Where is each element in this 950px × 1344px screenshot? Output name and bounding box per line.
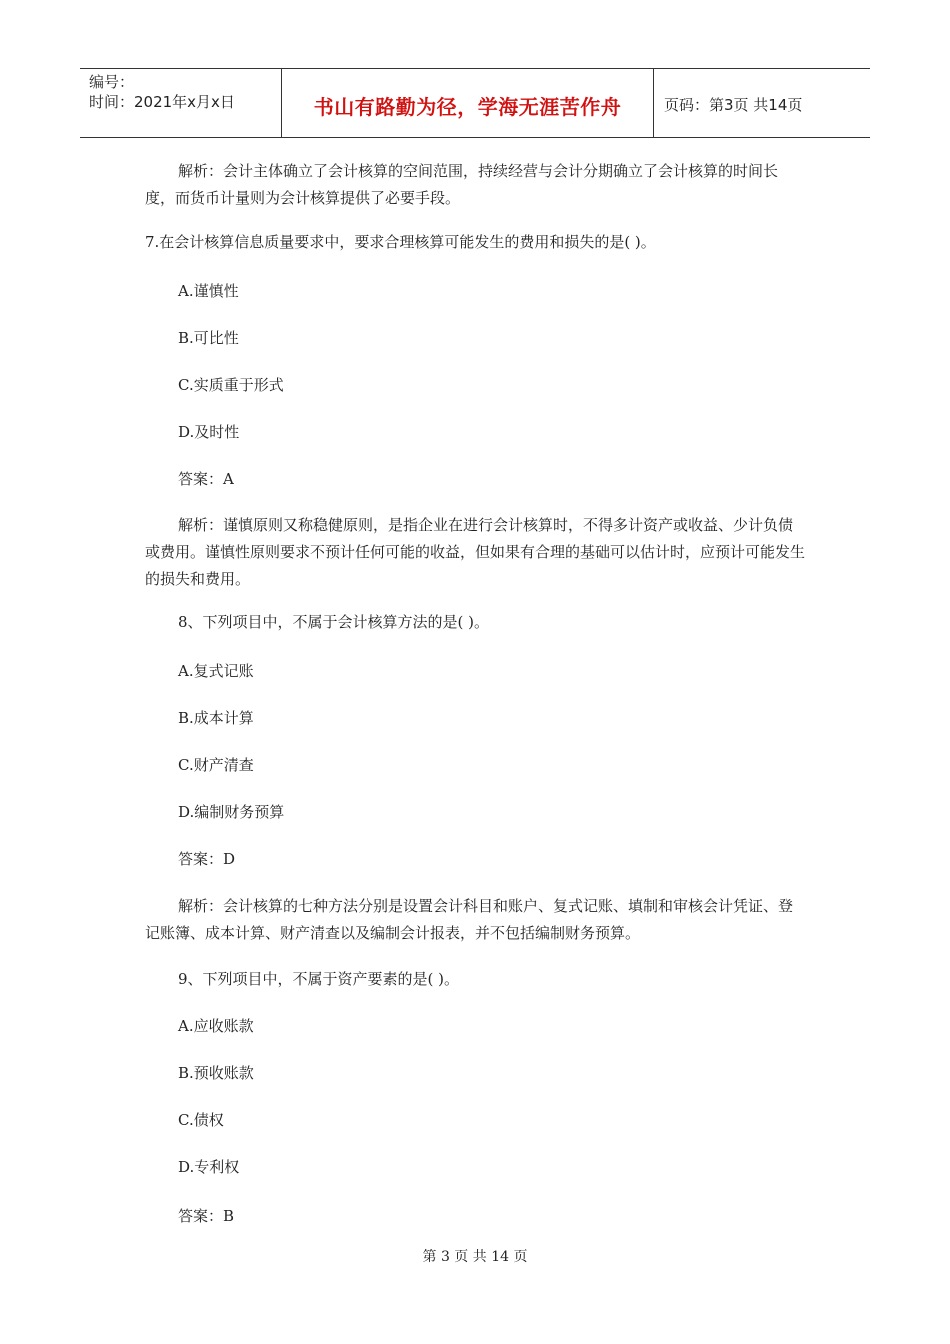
analysis-paragraph: 解析：会计核算的七种方法分别是设置会计科目和账户、复式记账、填制和审核会计凭证、登记账簿、成本计算、财产清查以及编制会计报表，并不包括编制财务预算。 (145, 897, 794, 942)
question-9: 9、下列项目中，不属于资产要素的是( )。 (178, 970, 460, 988)
page-footer (0, 1246, 950, 1266)
option-d: D.及时性 (178, 423, 240, 441)
option-c: C.实质重于形式 (178, 376, 284, 394)
option-a: A.复式记账 (178, 662, 254, 680)
answer: 答案：B (178, 1207, 235, 1225)
analysis-paragraph: 解析：谨慎原则又称稳健原则，是指企业在进行会计核算时，不得多计资产或收益、少计负债或费用。谨慎性原则要求不预计任何可能的收益，但如果有合理的基础可以估计时，应预计可能发生的损失和费用。 (145, 516, 806, 588)
answer: 答案：D (178, 850, 236, 868)
option-a: A.谨慎性 (178, 282, 239, 300)
header-page-cell (654, 69, 870, 137)
answer: 答案：A (178, 470, 234, 488)
question-8: 8、下列项目中，不属于会计核算方法的是( )。 (178, 613, 490, 631)
option-b: B.可比性 (178, 329, 239, 347)
time-label: 时间：2021年x月x日 (89, 93, 235, 111)
option-d: D.专利权 (178, 1158, 240, 1176)
option-b: B.预收账款 (178, 1064, 254, 1082)
page-header (80, 68, 870, 138)
footer-page-number: 第 3 页 共 14 页 (422, 1249, 528, 1265)
header-meta (80, 69, 282, 137)
option-d: D.编制财务预算 (178, 803, 285, 821)
option-c: C.财产清查 (178, 756, 254, 774)
question-7: 7.在会计核算信息质量要求中，要求合理核算可能发生的费用和损失的是( )。 (145, 233, 656, 251)
header-motto-cell (282, 69, 654, 137)
analysis-paragraph: 解析：会计主体确立了会计核算的空间范围，持续经营与会计分期确立了会计核算的时间长度，而货币计量则为会计核算提供了必要手段。 (145, 162, 779, 207)
page-code: 页码：第3页 共14页 (664, 96, 803, 114)
motto: 书山有路勤为径，学海无涯苦作舟 (313, 95, 622, 119)
option-b: B.成本计算 (178, 709, 254, 727)
option-a: A.应收账款 (178, 1017, 254, 1035)
option-c: C.债权 (178, 1111, 224, 1129)
serial-label: 编号： (89, 73, 135, 91)
